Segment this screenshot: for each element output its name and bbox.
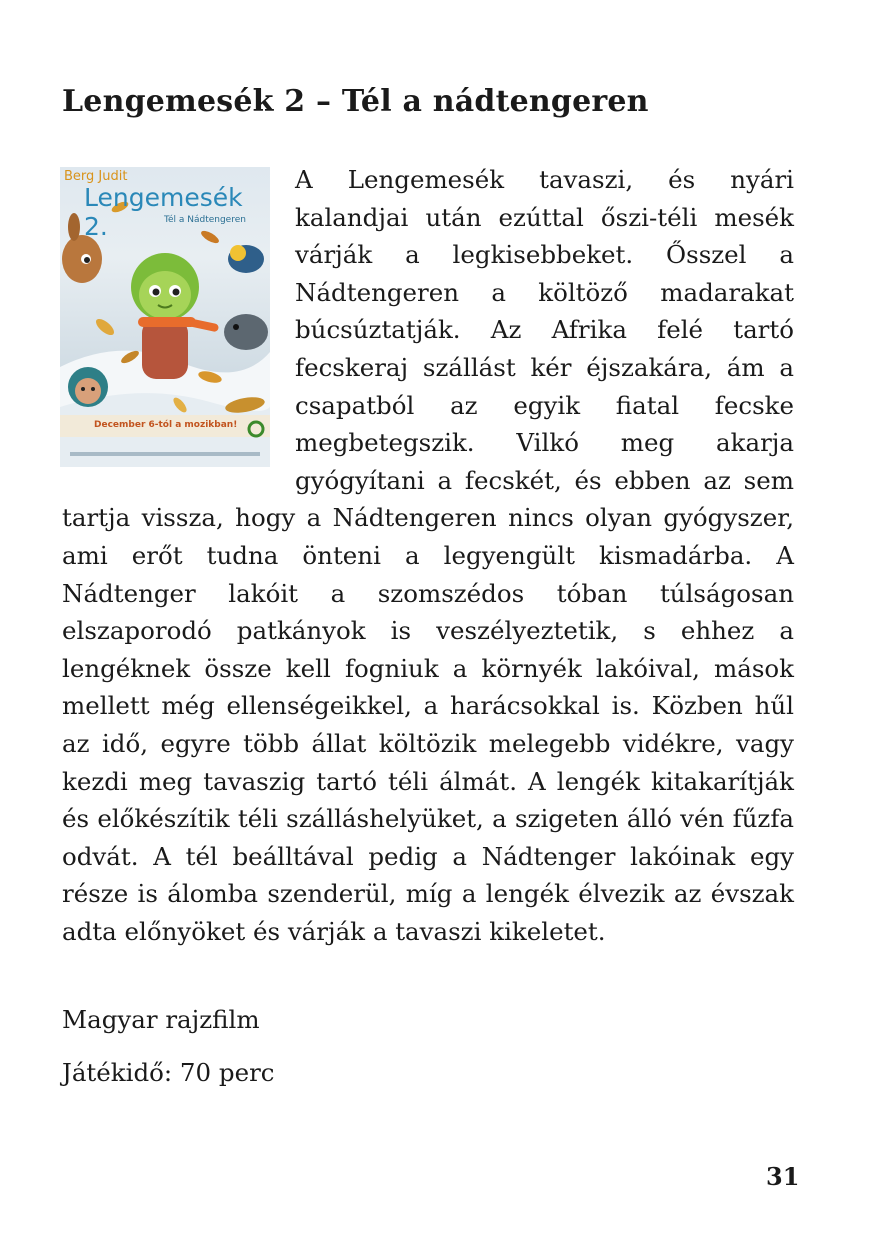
poster-subtitle: Tél a Nádtengeren bbox=[164, 215, 246, 225]
genre-line: Magyar rajzfilm bbox=[62, 1005, 260, 1034]
page-title: Lengemesék 2 – Tél a nádtengeren bbox=[62, 84, 649, 119]
runtime-line: Játékidő: 70 perc bbox=[62, 1058, 275, 1087]
poster-author: Berg Judit bbox=[64, 169, 128, 184]
page-number: 31 bbox=[766, 1162, 800, 1191]
synopsis-paragraph bbox=[62, 161, 794, 950]
poster-title: Lengemesék 2. bbox=[84, 183, 243, 241]
poster-float-spacer bbox=[62, 161, 295, 498]
poster-date-banner: December 6-tól a mozikban! bbox=[94, 420, 238, 430]
synopsis-text: A Lengemesék tavaszi, és nyári kalandjai után ezúttal őszi-téli mesék várják a legkisebbeket. Ősszel a Nádtengeren a költöző madarakat búcsúztatják. Az Afrika felé tartó fecskeraj szállást kér éjszakára, ám a csapatból az egyik fiatal fecske megbetegszik. Vilkó meg akarja gyógyítani a fecskét, és ebben az sem tartja vissza, hogy a Nádtengeren nincs olyan gyógyszer, ami erőt tudna önteni a legyengült kismadárba. A Nádtenger lakóit a szomszédos tóban túlságosan elszaporodó patkányok is veszélyeztetik, s ehhez a lengéknek össze kell fogniuk a környék lakóival, mások mellett még ellenségeikkel, a harácsokkal is. Közben hűl az idő, egyre több állat költözik melegebb vidékre, vagy kezdi meg tavaszig tartó téli álmát. A lengék kitakarítják és előkészítik téli szálláshelyüket, a szigeten álló vén fűzfa odvát. A tél beálltával pedig a Nádtenger lakóinak egy része is álomba szenderül, míg a lengék élvezik az évszak adta előnyöket és várják a tavaszi kikeletet. bbox=[62, 165, 794, 946]
